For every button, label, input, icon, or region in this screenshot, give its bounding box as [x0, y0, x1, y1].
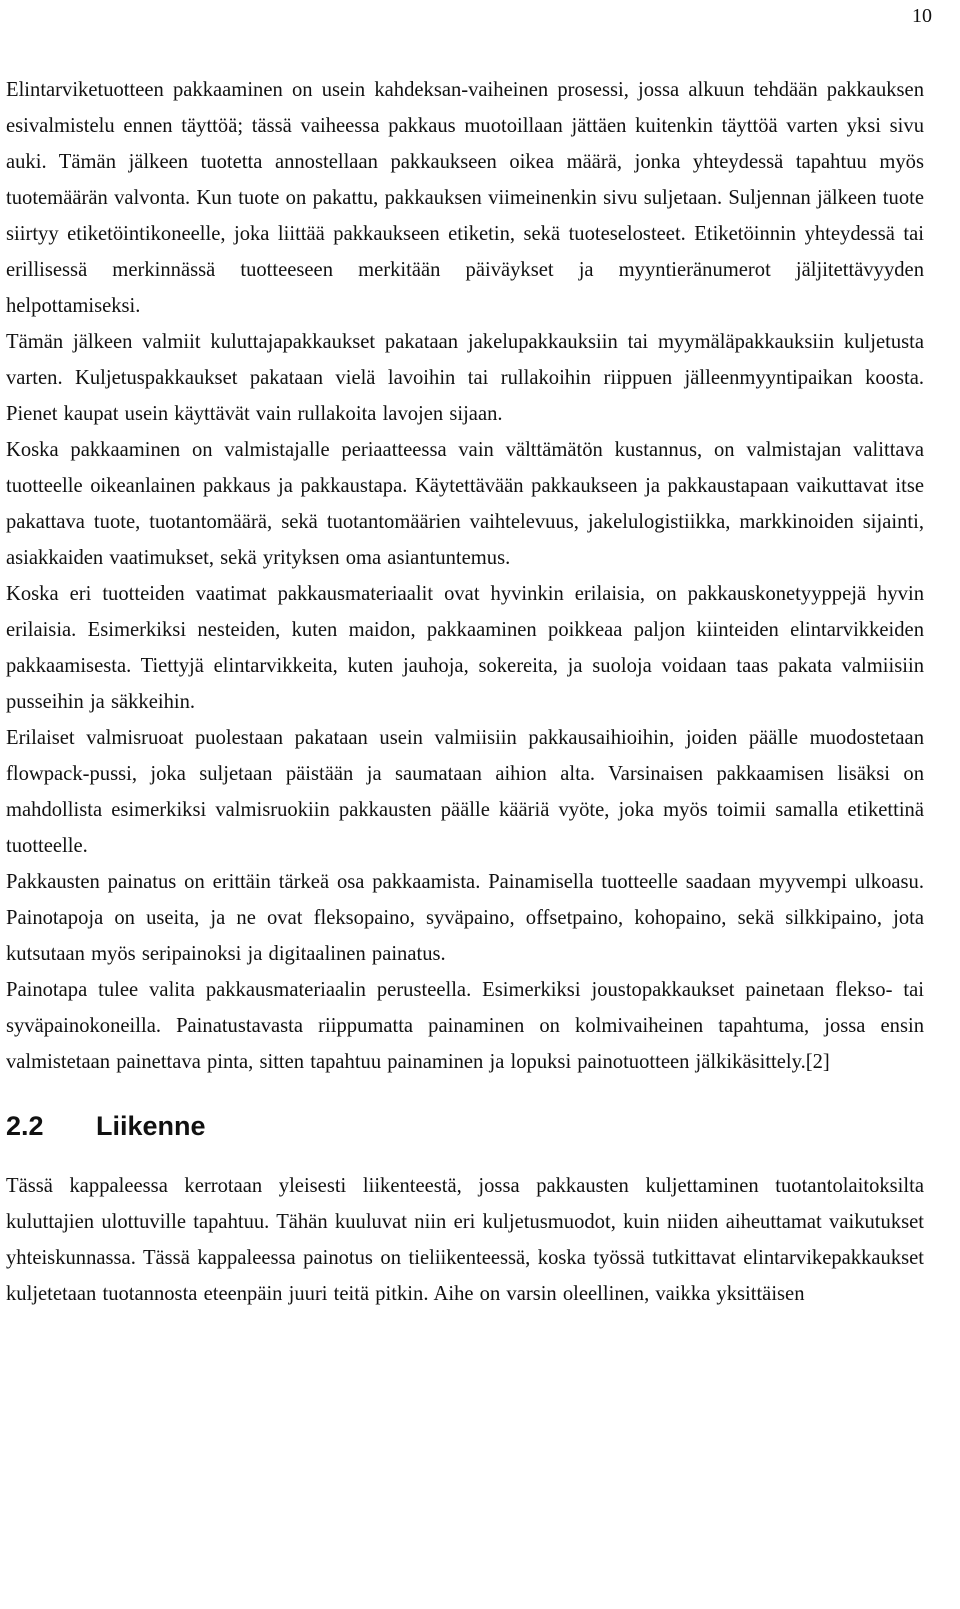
- page-number: 10: [912, 5, 932, 27]
- paragraph-transport-packaging: Tämän jälkeen valmiit kuluttajapakkaukset pakataan jakelupakkauksiin tai myymäläpakkauksiin kuljetusta varten. Kuljetuspakkaukset pakataan vielä lavoihin tai rullakoihin riippuen jälleenmyyntipaikan koosta. Pienet kaupat usein käyttävät vain rullakoita lavojen sijaan.: [6, 331, 924, 425]
- paragraph-printing-method: Painotapa tulee valita pakkausmateriaalin perusteella. Esimerkiksi joustopakkaukset painetaan flekso- tai syväpainokoneilla. Painatustavasta riippumatta painaminen on kolmivaiheinen tapahtuma, jossa ensin valmistetaan painettava pinta, sitten tapahtuu painaminen ja lopuksi painotuotteen jälkikäsittely.[2]: [6, 979, 924, 1073]
- section-title: Liikenne: [96, 1111, 206, 1141]
- document-body: [6, 72, 924, 1312]
- paragraph-traffic-intro: Tässä kappaleessa kerrotaan yleisesti liikenteestä, jossa pakkausten kuljettaminen tuotantolaitoksilta kuluttajien ulottuville tapahtuu. Tähän kuuluvat niin eri kuljetusmuodot, kuin niiden aiheuttamat vaikutukset yhteiskunnassa. Tässä kappaleessa painotus on tieliikenteessä, koska työssä tutkittavat elintarvikepakkaukset kuljetetaan tuotannosta eteenpäin juuri teitä pitkin. Aihe on varsin oleellinen, vaikka yksittäisen: [6, 1175, 924, 1305]
- paragraph-packaging-machines: Koska eri tuotteiden vaatimat pakkausmateriaalit ovat hyvinkin erilaisia, on pakkauskonetyyppejä hyvin erilaisia. Esimerkiksi nesteiden, kuten maidon, pakkaaminen poikkeaa paljon kiinteiden elintarvikkeiden pakkaamisesta. Tiettyjä elintarvikkeita, kuten jauhoja, sokereita, ja suoloja voidaan taas pakata valmiisiin pusseihin ja säkkeihin.: [6, 583, 924, 713]
- section-heading: [6, 1106, 924, 1146]
- section-number: 2.2: [6, 1111, 44, 1141]
- paragraph-printing: Pakkausten painatus on erittäin tärkeä osa pakkaamista. Painamisella tuotteelle saadaan myyvempi ulkoasu. Painotapoja on useita, ja ne ovat fleksopaino, syväpaino, offsetpaino, kohopaino, sekä silkkipaino, jota kutsutaan myös seripainoksi ja digitaalinen painatus.: [6, 871, 924, 965]
- paragraph-packaging-cost: Koska pakkaaminen on valmistajalle periaatteessa vain välttämätön kustannus, on valmistajan valittava tuotteelle oikeanlainen pakkaus ja pakkaustapa. Käytettävään pakkaukseen ja pakkaustapaan vaikuttavat itse pakattava tuote, tuotantomäärä, sekä tuotantomäärien vaihtelevuus, jakelulogistiikka, markkinoiden sijainti, asiakkaiden vaatimukset, sekä yrityksen oma asiantuntemus.: [6, 439, 924, 569]
- paragraph-packaging-process: Elintarviketuotteen pakkaaminen on usein kahdeksan-vaiheinen prosessi, jossa alkuun tehdään pakkauksen esivalmistelu ennen täyttöä; tässä vaiheessa pakkaus muotoillaan jättäen kuitenkin täyttöä varten yksi sivu auki. Tämän jälkeen tuotetta annostellaan pakkaukseen oikea määrä, jonka yhteydessä tapahtuu myös tuotemäärän valvonta. Kun tuote on pakattu, pakkauksen viimeinenkin sivu suljetaan. Suljennan jälkeen tuote siirtyy etiketöintikoneelle, joka liittää pakkaukseen etiketin, sekä tuoteselosteet. Etiketöinnin yhteydessä tai erillisessä merkinnässä tuotteeseen merkitään päiväykset ja myyntieränumerot jäljitettävyyden helpottamiseksi.: [6, 79, 924, 317]
- paragraph-ready-meals: Erilaiset valmisruoat puolestaan pakataan usein valmiisiin pakkausaihioihin, joiden päälle muodostetaan flowpack-pussi, joka suljetaan päistään ja saumataan aihion alta. Varsinaisen pakkaamisen lisäksi on mahdollista esimerkiksi valmisruokiin pakkausten päälle kääriä vyöte, joka myös toimii samalla etikettinä tuotteelle.: [6, 727, 924, 857]
